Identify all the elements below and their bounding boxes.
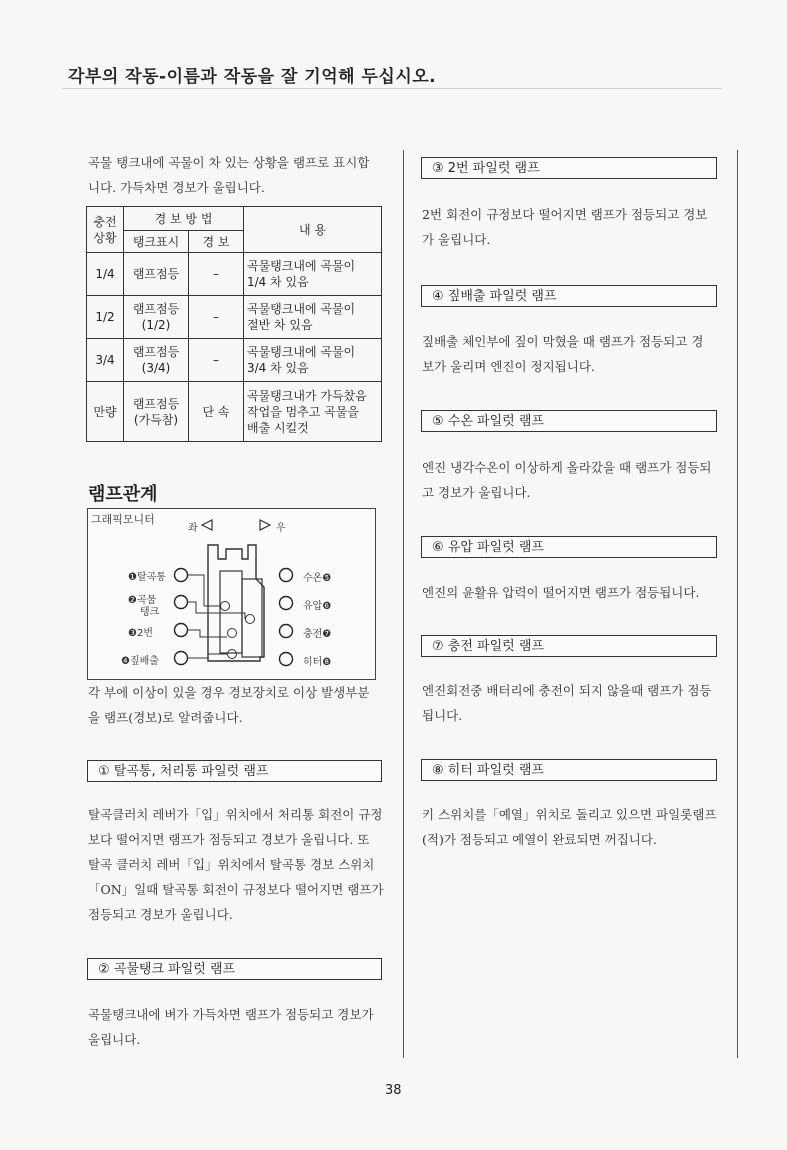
table-row: 3/4 램프점등 (3/4) – 곡물탱크내에 곡물이 3/4 차 있음 bbox=[87, 339, 382, 382]
section-body-grain-tank: 곡물탱크내에 벼가 가득차면 램프가 점등되고 경보가 울립니다. bbox=[88, 1007, 374, 1047]
header-method: 경 보 방 법 bbox=[124, 207, 244, 231]
intro-line: 곡물 탱크내에 곡물이 차 있는 상황을 램프로 표시합 bbox=[88, 155, 370, 170]
section-title-second: ③ 2번 파일럿 램프 bbox=[421, 157, 717, 179]
threshing-lamp-icon bbox=[175, 569, 188, 582]
section-body-charge: 엔진회전중 배터리에 충전이 되지 않을때 램프가 점등 됩니다. bbox=[422, 683, 712, 723]
panel-caption: 각 부에 이상이 있을 경우 경보장치로 이상 발생부분 을 램프(경보)로 알려줍니다. bbox=[88, 685, 370, 725]
threshing-drum-shape bbox=[220, 571, 242, 653]
combine-outline bbox=[208, 545, 264, 661]
sensor-c-icon bbox=[221, 602, 230, 611]
oil-pressure-lamp-icon bbox=[280, 597, 293, 610]
column-divider bbox=[403, 150, 404, 1058]
section-body-oil-pressure: 엔진의 윤활유 압력이 떨어지면 램프가 점등됩니다. bbox=[422, 585, 700, 600]
right-margin-rule bbox=[737, 150, 738, 1058]
grain-alarm-table bbox=[86, 206, 382, 442]
lamp-section-heading: 램프관계 bbox=[88, 484, 158, 505]
second-label: ❸2번 bbox=[128, 628, 153, 639]
section-body-straw: 짚배출 체인부에 짚이 막혔을 때 램프가 점등되고 경 보가 울리며 엔진이 정지됩니다. bbox=[422, 334, 704, 374]
table-row: 만량 램프점등 (가득참) 단 속 곡물탱크내가 가득찼음 작업을 멈추고 곡물을 배출 시킬것 bbox=[87, 382, 382, 442]
right-arrow-icon bbox=[260, 520, 270, 530]
tank-label: 탱크 bbox=[140, 607, 160, 618]
heater-label: 히터❽ bbox=[303, 657, 332, 668]
threshing-label: ❶탈곡통 bbox=[128, 572, 166, 583]
section-title-water-temp: ⑤ 수온 파일럿 램프 bbox=[421, 410, 717, 432]
table-row: 1/4 램프점등 – 곡물탱크내에 곡물이 1/4 차 있음 bbox=[87, 253, 382, 296]
intro-line: 니다. 가득차면 경보가 울립니다. bbox=[88, 180, 265, 195]
right-direction-label: 우 bbox=[276, 523, 286, 534]
straw-lamp-icon bbox=[175, 652, 188, 665]
grain-label: ❷곡물 bbox=[128, 595, 157, 606]
page-number: 38 bbox=[385, 1083, 402, 1098]
section-title-heater: ⑧ 히터 파일럿 램프 bbox=[421, 759, 717, 781]
left-arrow-icon bbox=[202, 520, 212, 530]
table-row: 1/2 램프점등 (1/2) – 곡물탱크내에 곡물이 절반 차 있음 bbox=[87, 296, 382, 339]
section-body-water-temp: 엔진 냉각수온이 이상하게 올라갔을 때 램프가 점등되 고 경보가 울립니다. bbox=[422, 460, 712, 500]
connector-line bbox=[187, 575, 220, 606]
section-body-heater: 키 스위치를「예열」위치로 돌리고 있으면 파일롯램프 (적)가 점등되고 예열이 완료되면 꺼집니다. bbox=[422, 807, 717, 847]
sensor-c-icon bbox=[246, 615, 255, 624]
second-lamp-icon bbox=[175, 624, 188, 637]
water-temp-lamp-icon bbox=[280, 569, 293, 582]
header-alarm: 경 보 bbox=[189, 231, 244, 253]
section-title-oil-pressure: ⑥ 유압 파일럿 램프 bbox=[421, 536, 717, 558]
water-temp-label: 수온❺ bbox=[303, 573, 332, 584]
intro-text bbox=[88, 150, 388, 200]
section-title-straw: ④ 짚배출 파일럿 램프 bbox=[421, 285, 717, 307]
header-tank: 탱크표시 bbox=[124, 231, 189, 253]
panel-title: 그래픽모니터 bbox=[91, 513, 155, 526]
graphic-monitor-panel bbox=[87, 508, 376, 680]
heater-lamp-icon bbox=[280, 653, 293, 666]
oil-pressure-label: 유압❻ bbox=[303, 601, 332, 612]
charge-label: 충전❼ bbox=[303, 629, 332, 640]
charge-lamp-icon bbox=[280, 625, 293, 638]
title-divider bbox=[62, 88, 722, 89]
left-direction-label: 좌 bbox=[188, 523, 198, 534]
section-title-threshing: ① 탈곡통, 처리통 파일럿 램프 bbox=[87, 760, 382, 782]
page-title: 각부의 작동-이름과 작동을 잘 기억해 두십시오. bbox=[68, 67, 437, 87]
sensor-c-icon bbox=[228, 650, 237, 659]
connector-line bbox=[187, 630, 227, 637]
header-content: 내 용 bbox=[244, 207, 382, 253]
connector-line bbox=[187, 654, 227, 658]
section-body-threshing: 탈곡클러치 레버가「입」위치에서 처리통 회전이 규정 보다 떨어지면 램프가 점등되고 경보가 울립니다. 또 탈곡 클러치 레버「입」위치에서 탈곡통 경보 스위치 「ON」일때 탈곡통 회전이 규정보다 떨어지면 램프가 점등되고 경보가 울립니다. bbox=[88, 807, 384, 922]
straw-label: ❹짚배출 bbox=[121, 656, 159, 667]
header-status: 충전 상황 bbox=[87, 207, 124, 253]
section-title-grain-tank: ② 곡물탱크 파일럿 램프 bbox=[87, 958, 382, 980]
connector-line bbox=[187, 602, 245, 619]
grain-tank-lamp-icon bbox=[175, 596, 188, 609]
section-body-second: 2번 회전이 규정보다 떨어지면 램프가 점등되고 경보 가 울립니다. bbox=[422, 207, 708, 247]
sensor-c-icon bbox=[228, 629, 237, 638]
section-title-charge: ⑦ 충전 파일럿 램프 bbox=[421, 635, 717, 657]
